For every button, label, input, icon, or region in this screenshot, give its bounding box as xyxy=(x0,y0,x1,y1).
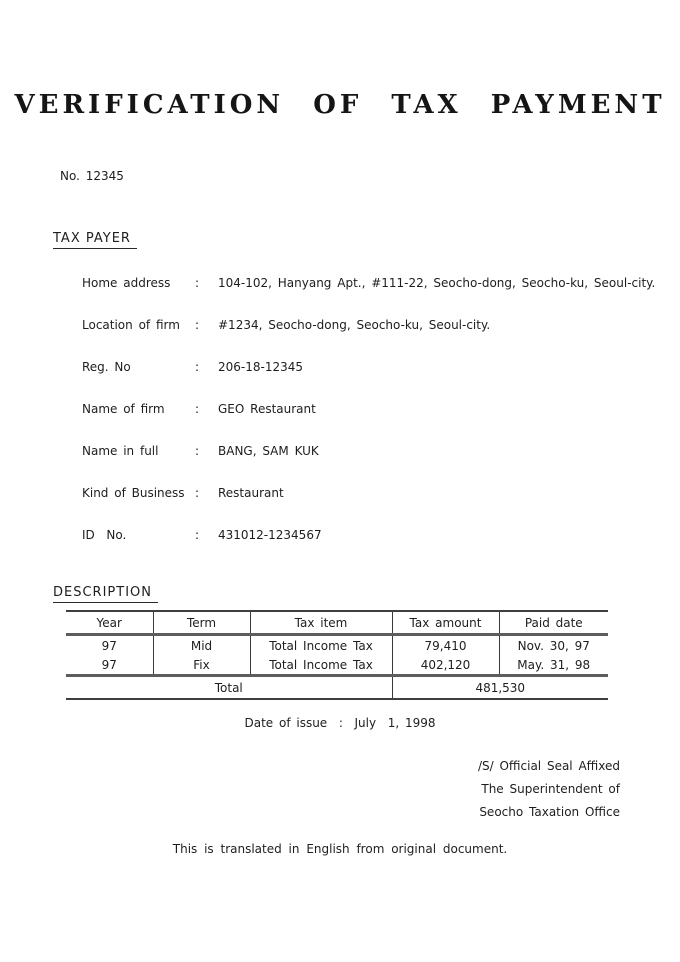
cell-term: Fix xyxy=(153,655,250,676)
field-value: 431012-1234567 xyxy=(218,528,322,542)
total-label: Total xyxy=(66,676,392,700)
total-amount: 481,530 xyxy=(392,676,608,700)
document-number: No. 12345 xyxy=(60,169,124,183)
table-row xyxy=(66,635,608,656)
cell-tax-amount: 402,120 xyxy=(392,655,499,676)
seal-line-superintendent: The Superintendent of xyxy=(481,782,620,796)
translation-note: This is translated in English from original document. xyxy=(172,842,508,856)
header-tax-item: Tax item xyxy=(250,611,392,635)
field-row-id-no xyxy=(82,529,664,542)
field-value: 104-102, Hanyang Apt., #111-22, Seocho-dong, Seocho-ku, Seoul-city. xyxy=(218,276,656,290)
field-separator: : xyxy=(195,360,200,374)
field-separator: : xyxy=(195,528,200,542)
field-label: Name of firm xyxy=(82,402,165,416)
cell-paid-date: Nov. 30, 97 xyxy=(499,635,608,656)
header-year: Year xyxy=(66,611,153,635)
field-label: ID No. xyxy=(82,528,127,542)
table-total-row xyxy=(66,676,608,700)
field-row-home-address xyxy=(82,277,664,290)
cell-term: Mid xyxy=(153,635,250,656)
cell-paid-date: May. 31, 98 xyxy=(499,655,608,676)
field-row-reg-no xyxy=(82,361,664,374)
header-term: Term xyxy=(153,611,250,635)
field-separator: : xyxy=(195,444,200,458)
taxpayer-section-heading: TAX PAYER xyxy=(53,231,137,249)
header-paid-date: Paid date xyxy=(499,611,608,635)
field-label: Kind of Business xyxy=(82,486,185,500)
field-label: Home address xyxy=(82,276,171,290)
document-title: VERIFICATION OF TAX PAYMENT xyxy=(14,90,666,120)
cell-tax-amount: 79,410 xyxy=(392,635,499,656)
cell-year: 97 xyxy=(101,638,117,653)
field-separator: : xyxy=(195,318,200,332)
table-header-row xyxy=(66,611,608,635)
field-label: Name in full xyxy=(82,444,159,458)
seal-block xyxy=(478,755,620,824)
cell-year: 97 xyxy=(101,657,117,672)
field-row-location-of-firm xyxy=(82,319,664,332)
description-section-heading: DESCRIPTION xyxy=(53,585,158,603)
cell-tax-item: Total Income Tax xyxy=(250,635,392,656)
cell-tax-item: Total Income Tax xyxy=(250,655,392,676)
field-value: Restaurant xyxy=(218,486,284,500)
field-separator: : xyxy=(195,486,200,500)
seal-line-official-seal: /S/ Official Seal Affixed xyxy=(477,759,620,773)
field-value: BANG, SAM KUK xyxy=(218,444,319,458)
header-tax-amount: Tax amount xyxy=(392,611,499,635)
field-row-name-in-full xyxy=(82,445,664,458)
seal-line-office: Seocho Taxation Office xyxy=(479,805,620,819)
field-separator: : xyxy=(195,402,200,416)
field-separator: : xyxy=(195,276,200,290)
taxpayer-fields xyxy=(82,277,664,571)
field-value: #1234, Seocho-dong, Seocho-ku, Seoul-city. xyxy=(218,318,491,332)
field-value: GEO Restaurant xyxy=(218,402,316,416)
field-value: 206-18-12345 xyxy=(218,360,304,374)
field-row-kind-of-business xyxy=(82,487,664,500)
field-label: Reg. No xyxy=(82,360,131,374)
table-row xyxy=(66,655,608,676)
tax-payment-table xyxy=(66,610,608,700)
field-row-name-of-firm xyxy=(82,403,664,416)
date-of-issue: Date of issue : July 1, 1998 xyxy=(244,716,436,730)
field-label: Location of firm xyxy=(82,318,180,332)
